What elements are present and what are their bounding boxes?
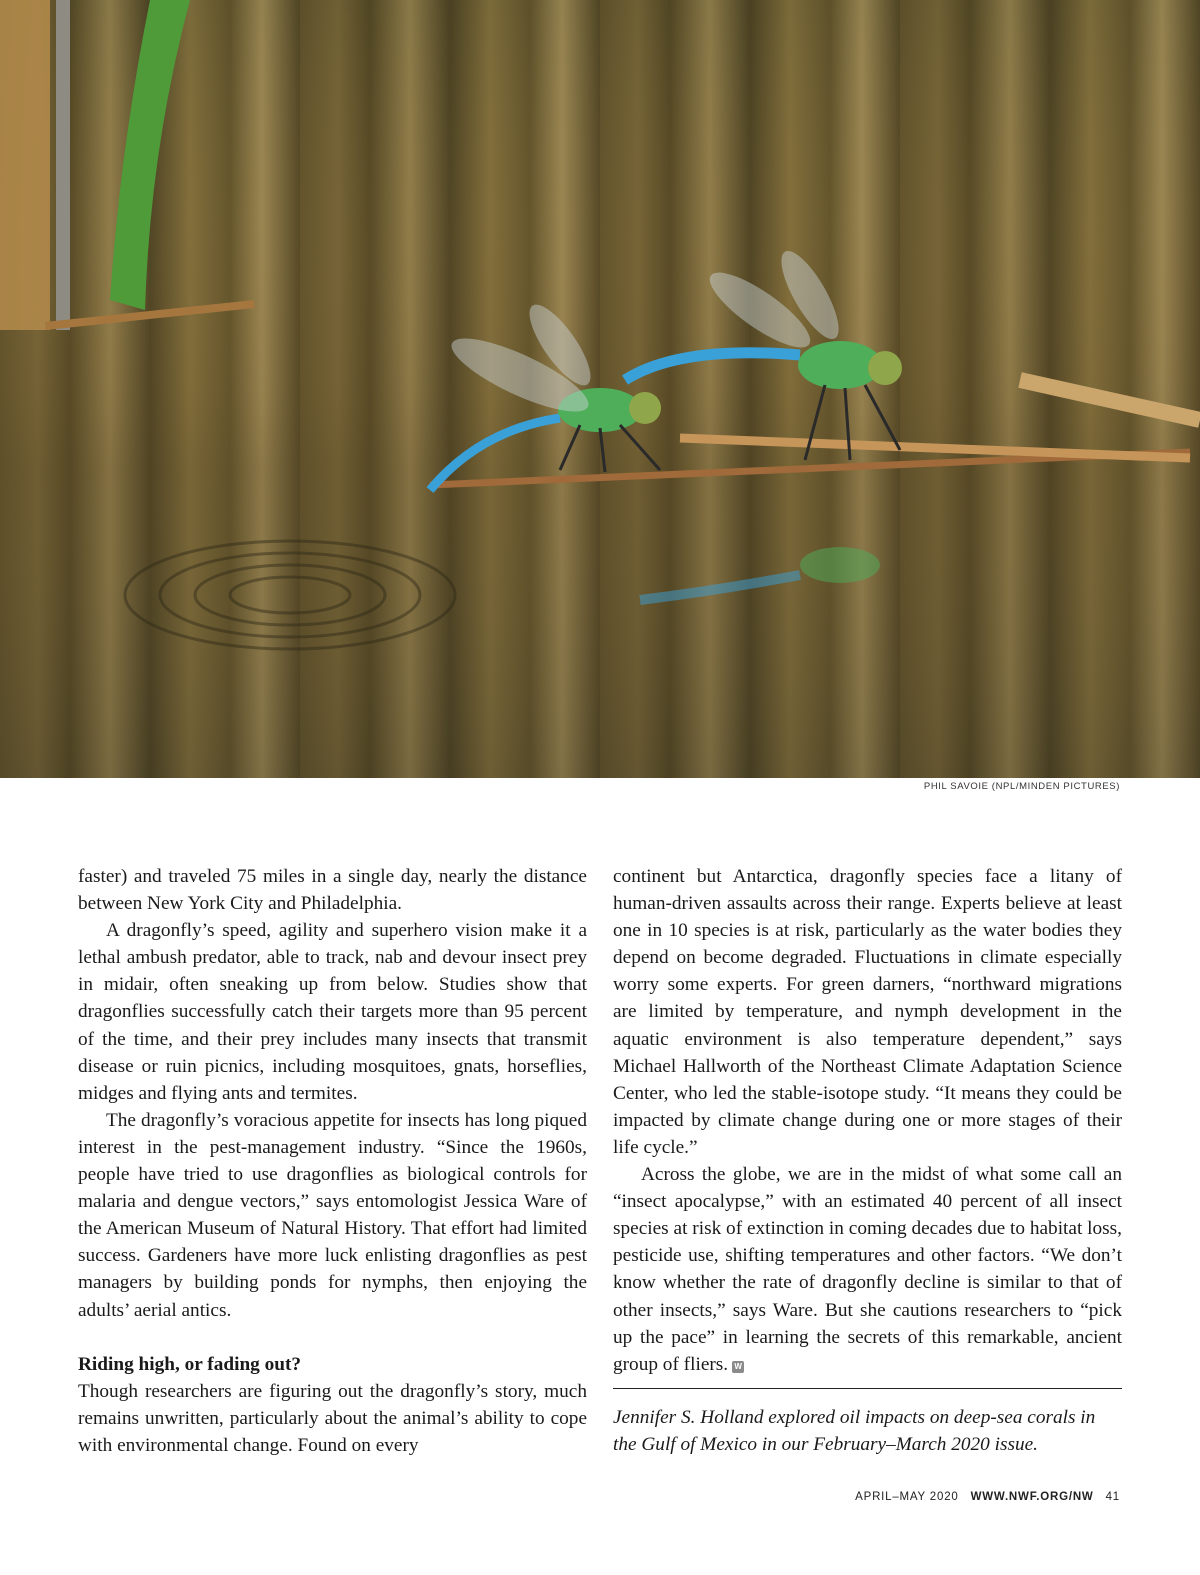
reed-stalk <box>0 0 50 330</box>
page-folio <box>855 1491 1120 1503</box>
reed-stalk <box>56 0 70 330</box>
paragraph: Though researchers are figuring out the dragonfly’s story, much remains unwritten, particularly about the animal’s ability to cope with environmental change. Found on every <box>78 1380 587 1456</box>
paragraph: continent but Antarctica, dragonfly species face a litany of human-driven assaults across their range. Experts believe at least one in 10 species is at risk, particularly as the water bodies they depend on become degraded. Fluctuations in climate especially worry some experts. For green darners, “northward migrations are limited by temperature, and nymph development in the aquatic environment is also temperature dependent,” says Michael Hallworth of the Northeast Climate Adaptation Science Center, who led the stable-isotope study. “It means they could be impacted by climate change during one or more stages of their life cycle.” <box>613 866 1122 1158</box>
hero-photo-dragonflies <box>0 0 1200 778</box>
subheading: Riding high, or fading out? <box>78 1353 302 1375</box>
paragraph-final <box>613 1161 1122 1378</box>
author-bio: Jennifer S. Holland explored oil impacts on deep-sea corals in the Gulf of Mexico in our February–March 2020 issue. <box>613 1407 1096 1456</box>
article-column-right <box>613 863 1122 1378</box>
photo-credit: PHIL SAVOIE (NPL/MINDEN PICTURES) <box>923 781 1120 792</box>
paragraph: A dragonfly’s speed, agility and superhero vision make it a lethal ambush predator, able to track, nab and devour insect prey in midair, often sneaking up from below. Studies show that dragonflies successfully catch their targets more than 95 percent of the time, and their prey includes many insects that transmit disease or ruin picnics, including mosquitoes, gnats, horseflies, midges and flying ants and termites. <box>78 920 587 1104</box>
photo-illustration <box>0 0 1200 778</box>
website-url: WWW.NWF.ORG/NW <box>970 1491 1094 1503</box>
bio-divider <box>613 1388 1122 1389</box>
page-number: 41 <box>1105 1491 1120 1503</box>
issue-date: APRIL–MAY 2020 <box>855 1491 959 1503</box>
article-column-left <box>78 863 587 1459</box>
end-mark-icon: W <box>732 1361 744 1373</box>
paragraph: faster) and traveled 75 miles in a single day, nearly the distance between New York City and Philadelphia. <box>78 866 587 915</box>
paragraph-text: Across the globe, we are in the midst of what some call an “insect apocalypse,” with an estimated 40 percent of all insect species at risk of extinction in coming decades due to habitat loss, pesticide use, shifting temperatures and other factors. “We don’t know whether the rate of dragonfly decline is similar to that of other insects,” says Ware. But she cautions researchers to “pick up the pace” in learning the secrets of this remarkable, ancient group of fliers. <box>613 1164 1122 1375</box>
paragraph: The dragonfly’s voracious appetite for insects has long piqued interest in the pest-management industry. “Since the 1960s, people have tried to use dragonflies as biological controls for malaria and dengue vectors,” says entomologist Jessica Ware of the American Museum of Natural History. That effort had limited success. Gardeners have more luck enlisting dragonflies as pest managers by building ponds for nymphs, then enjoying the adults’ aerial antics. <box>78 1109 587 1321</box>
